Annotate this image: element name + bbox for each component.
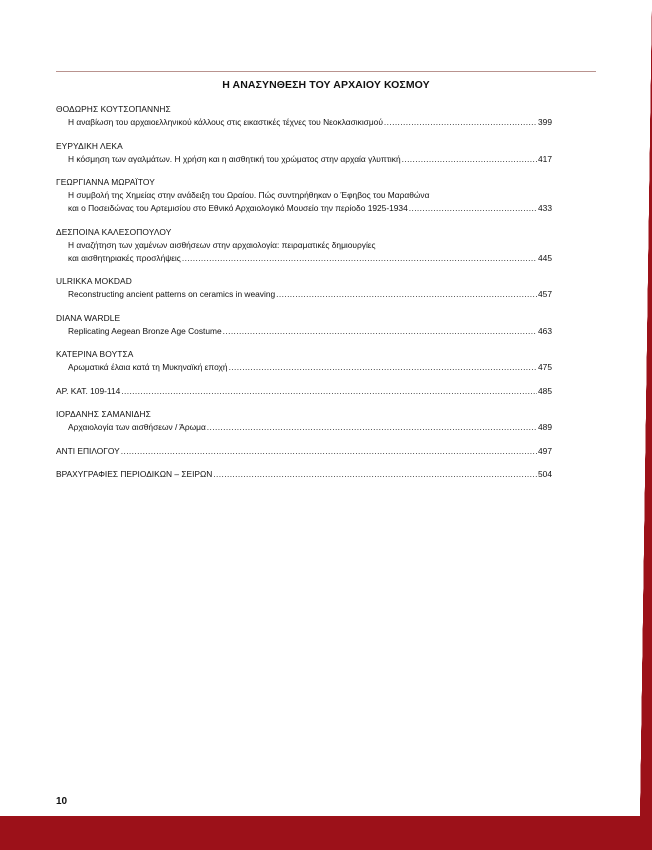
toc-entry-koutsogiannis xyxy=(56,103,552,129)
entry-title-part-1: Η αναζήτηση των χαμένων αισθήσεων στην αρχαιολογία: πειραματικές δημιουργίες xyxy=(68,239,376,250)
entry-title-part-2: και αισθητηριακές προσλήψεις xyxy=(68,252,181,263)
toc-entry-epilogue xyxy=(56,445,552,458)
entry-author: ΕΥΡΥΔΙΚΗ ΛΕΚΑ xyxy=(56,140,123,151)
entry-author: ΔΕΣΠΟΙΝΑ ΚΑΛΕΣΟΠΟΥΛΟΥ xyxy=(56,226,172,237)
toc-entry-leka xyxy=(56,140,552,166)
entry-author: ΚΑΤΕΡΙΝΑ ΒΟΥΤΣΑ xyxy=(56,349,134,359)
entry-page: 489 xyxy=(538,422,552,432)
toc-entry-moraitou xyxy=(56,176,552,215)
toc-entry-mokdad xyxy=(56,275,552,301)
table-of-contents xyxy=(56,103,552,481)
entry-page: 504 xyxy=(538,469,552,479)
entry-page: 485 xyxy=(538,385,552,396)
entry-title-line xyxy=(56,325,552,338)
page-number: 10 xyxy=(56,796,68,807)
entry-page: 399 xyxy=(538,117,552,127)
entry-title: Replicating Aegean Bronze Age Costume xyxy=(68,325,222,336)
entry-title: Αρωματικά έλαια κατά τη Μυκηναϊκή εποχή xyxy=(68,362,228,372)
entry-title-line xyxy=(56,385,552,398)
entry-title-line xyxy=(56,468,552,481)
entry-page: 433 xyxy=(538,203,552,213)
entry-page: 445 xyxy=(538,252,552,263)
dot-leader xyxy=(229,361,537,374)
entry-title-line xyxy=(56,116,552,129)
dot-leader xyxy=(409,202,537,215)
dot-leader xyxy=(182,252,537,265)
entry-title: Αρχαιολογία των αισθήσεων / Άρωμα xyxy=(68,422,206,432)
entry-title-part-2: και ο Ποσειδώνας του Αρτεμισίου στο Εθνικό Αρχαιολογικό Μουσείο την περίοδο 1925-1934 xyxy=(68,203,408,213)
entry-title-part-1: Η συμβολή της Χημείας στην ανάδειξη του Ωραίου. Πώς συντηρήθηκαν ο Έφηβος του Μαραθώνα xyxy=(68,190,430,200)
entry-label: ΒΡΑΧΥΓΡΑΦΙΕΣ ΠΕΡΙΟΔΙΚΩΝ – ΣΕΙΡΩΝ xyxy=(56,469,213,479)
toc-entry-voutsa xyxy=(56,348,552,374)
top-rule xyxy=(56,71,596,72)
dot-leader xyxy=(207,421,537,434)
entry-page: 457 xyxy=(538,289,552,299)
toc-entry-abbreviations xyxy=(56,468,552,481)
entry-page: 497 xyxy=(538,445,552,456)
toc-entry-kalesopoulou xyxy=(56,226,552,265)
entry-label: ΑΝΤΙ ΕΠΙΛΟΓΟΥ xyxy=(56,445,120,456)
toc-entry-samanidis xyxy=(56,408,552,434)
entry-author: ΓΕΩΡΓΙΑΝΝΑ ΜΩΡΑΪΤΟΥ xyxy=(56,177,155,187)
entry-author: ULRIKKA MOKDAD xyxy=(56,276,132,286)
dot-leader xyxy=(121,385,537,398)
entry-author: ΙΟΡΔΑΝΗΣ ΣΑΜΑΝΙΔΗΣ xyxy=(56,409,151,419)
entry-author: ΘΟΔΩΡΗΣ ΚΟΥΤΣΟΠΑΝΝΗΣ xyxy=(56,104,171,114)
entry-title-line-1 xyxy=(56,189,552,202)
entry-page: 475 xyxy=(538,362,552,372)
right-edge-accent xyxy=(640,0,652,816)
dot-leader xyxy=(276,288,537,301)
dot-leader xyxy=(223,325,537,338)
entry-author: DIANA WARDLE xyxy=(56,312,121,323)
entry-title-line xyxy=(56,421,552,434)
footer-band xyxy=(0,816,652,850)
entry-title-line-1 xyxy=(56,239,552,252)
entry-title-line xyxy=(56,445,552,458)
dot-leader xyxy=(384,116,537,129)
entry-title: Η κόσμηση των αγαλμάτων. Η χρήση και η αισθητική του χρώματος στην αρχαία γλυπτική xyxy=(68,153,401,164)
entry-title-line xyxy=(56,288,552,301)
toc-entry-wardle xyxy=(56,312,552,338)
entry-title-line xyxy=(56,153,552,166)
entry-title-line-2 xyxy=(56,252,552,265)
entry-title: Η αναβίωση του αρχαιοελληνικού κάλλους στις εικαστικές τέχνες του Νεοκλασικισμού xyxy=(68,117,383,127)
dot-leader xyxy=(402,153,537,166)
section-heading: Η ΑΝΑΣΥΝΘΕΣΗ ΤΟΥ ΑΡΧΑΙΟΥ ΚΟΣΜΟΥ xyxy=(222,79,430,91)
entry-label: ΑΡ. ΚΑΤ. 109-114 xyxy=(56,385,121,396)
entry-page: 463 xyxy=(538,325,552,336)
dot-leader xyxy=(213,468,537,481)
entry-title-line-2 xyxy=(56,202,552,215)
entry-title-line xyxy=(56,361,552,374)
entry-title: Reconstructing ancient patterns on ceramics in weaving xyxy=(68,289,276,299)
toc-entry-catalogue xyxy=(56,385,552,398)
dot-leader xyxy=(121,445,537,458)
entry-page: 417 xyxy=(538,153,552,164)
